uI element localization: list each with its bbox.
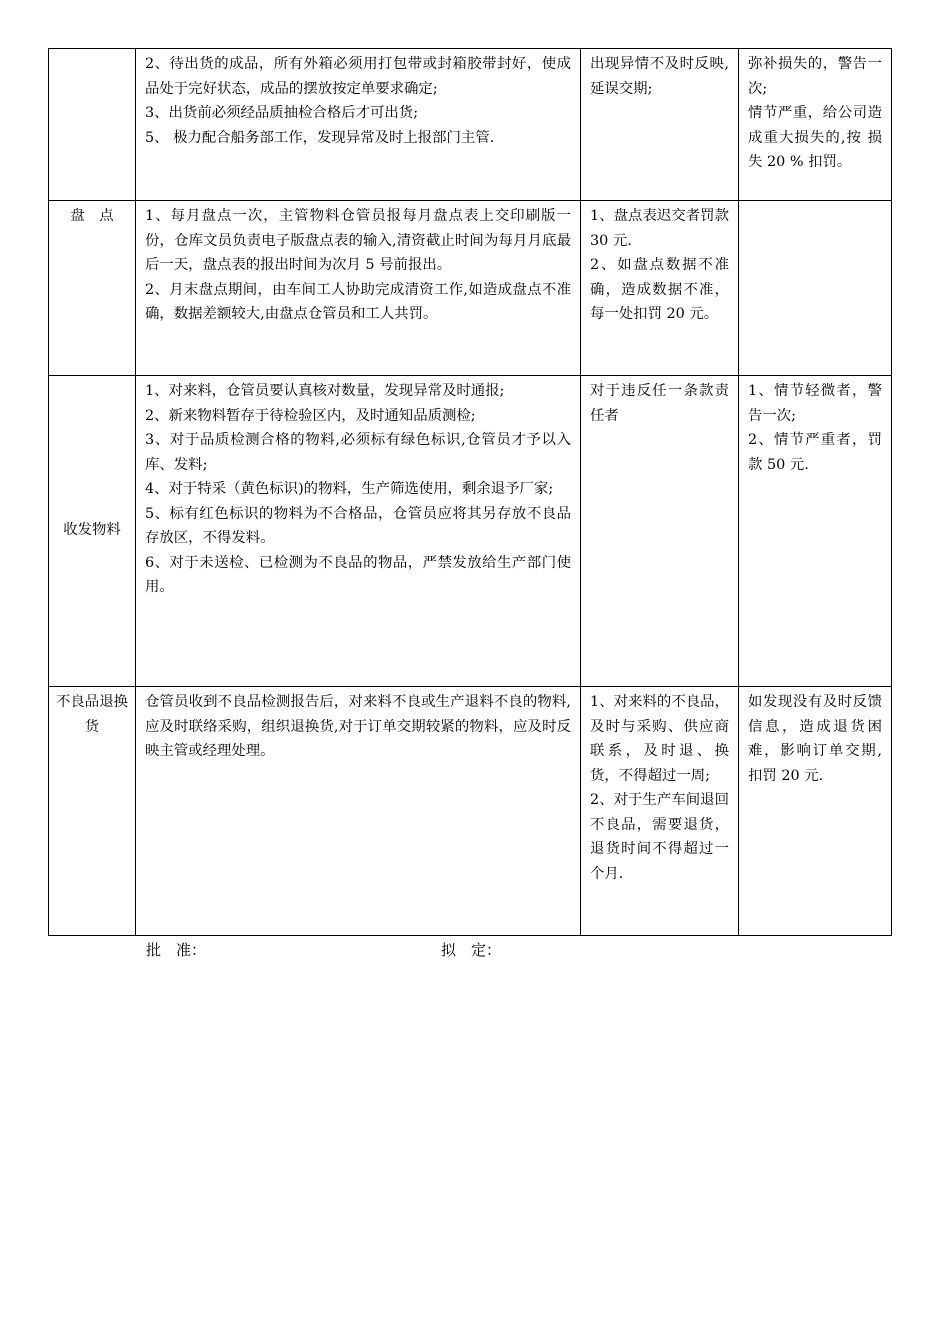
category-cell <box>49 201 136 376</box>
content-line: 2、月末盘点期间，由车间工人协助完成清资工作,如造成盘点不准确，数据差额较大,由盘点仓管员和工人共罚。 <box>145 281 571 322</box>
violation-line: 2、如盘点数据不准确，造成数据不准，每一处扣罚 20 元。 <box>590 257 729 322</box>
table-row-material-handling <box>49 376 892 687</box>
category-cell <box>49 687 136 936</box>
violation-line: 2、对于生产车间退回不良品，需要退货，退货时间不得超过一个月. <box>590 792 729 882</box>
content-cell <box>136 687 581 936</box>
content-cell <box>136 49 581 201</box>
violation-line: 出现异情不及时反映,延误交期; <box>590 56 729 97</box>
content-line: 4、对于特采（黄色标识)的物料，生产筛选使用，剩余退予厂家; <box>145 481 554 497</box>
procedure-table <box>48 48 892 936</box>
draft-signature-label: 拟 定： <box>441 941 502 959</box>
approve-signature-label: 批 准： <box>146 941 207 959</box>
table-row-inventory <box>49 201 892 376</box>
content-cell <box>136 201 581 376</box>
penalty-line: 情节严重，给公司造成重大损失的,按 损 失 20 % 扣罚。 <box>748 105 882 170</box>
table-row-shipping <box>49 49 892 201</box>
content-line: 2、待出货的成品，所有外箱必须用打包带或封箱胶带封好，使成品处于完好状态，成品的摆放按定单要求确定; <box>145 56 571 97</box>
violation-line: 1、对来料的不良品，及时与采购、供应商联系，及时退、换货，不得超过一周; <box>590 694 729 784</box>
content-cell <box>136 376 581 687</box>
penalty-line: 弥补损失的，警告一次; <box>748 56 882 97</box>
content-line: 5、标有红色标识的物料为不合格品，仓管员应将其另存放不良品存放区，不得发料。 <box>145 505 571 546</box>
penalty-line: 1、情节轻微者，警告一次; <box>748 383 882 424</box>
violation-cell <box>581 376 739 687</box>
category-label: 收发物料 <box>63 522 121 539</box>
content-line: 仓管员收到不良品检测报告后，对来料不良或生产退料不良的物料,应及时联络采购，组织退换货,对于订单交期较紧的物料，应及时反映主管或经理处理。 <box>145 694 571 759</box>
content-line: 3、对于品质检测合格的物料,必须标有绿色标识,仓管员才予以入库、发料; <box>145 432 571 473</box>
content-line: 2、新来物料暂存于待检验区内，及时通知品质测检; <box>145 407 476 424</box>
content-line: 3、出货前必须经品质抽检合格后才可出货; <box>145 105 419 121</box>
category-label: 盘 点 <box>70 208 114 224</box>
content-line: 5、 极力配合船务部工作，发现异常及时上报部门主管. <box>145 129 495 146</box>
penalty-line: 如发现没有及时反馈信息，造成退货困难，影响订单交期,扣罚 20 元. <box>748 694 882 784</box>
content-line: 6、对于未送检、已检测为不良品的物品，严禁发放给生产部门使用。 <box>145 554 571 595</box>
category-cell <box>49 376 136 687</box>
category-cell <box>49 49 136 201</box>
violation-line: 对于违反任一条款责任者 <box>590 383 729 424</box>
content-line: 1、每月盘点一次，主管物料仓管员报每月盘点表上交印刷版一份，仓库文员负责电子版盘点表的输入,清资截止时间为每月月底最后一天，盘点表的报出时间为次月 5 号前报出。 <box>145 208 571 273</box>
penalty-cell <box>739 687 892 936</box>
category-label: 不良品退换货 <box>56 694 128 735</box>
content-line: 1、对来料，仓管员要认真核对数量，发现异常及时通报; <box>145 383 505 399</box>
penalty-cell <box>739 201 892 376</box>
violation-line: 1、盘点表迟交者罚款 30 元. <box>590 208 729 249</box>
table-row-defective-returns <box>49 687 892 936</box>
penalty-cell <box>739 376 892 687</box>
violation-cell <box>581 49 739 201</box>
penalty-cell <box>739 49 892 201</box>
violation-cell <box>581 201 739 376</box>
violation-cell <box>581 687 739 936</box>
penalty-line: 2、情节严重者，罚款 50 元. <box>748 432 882 473</box>
